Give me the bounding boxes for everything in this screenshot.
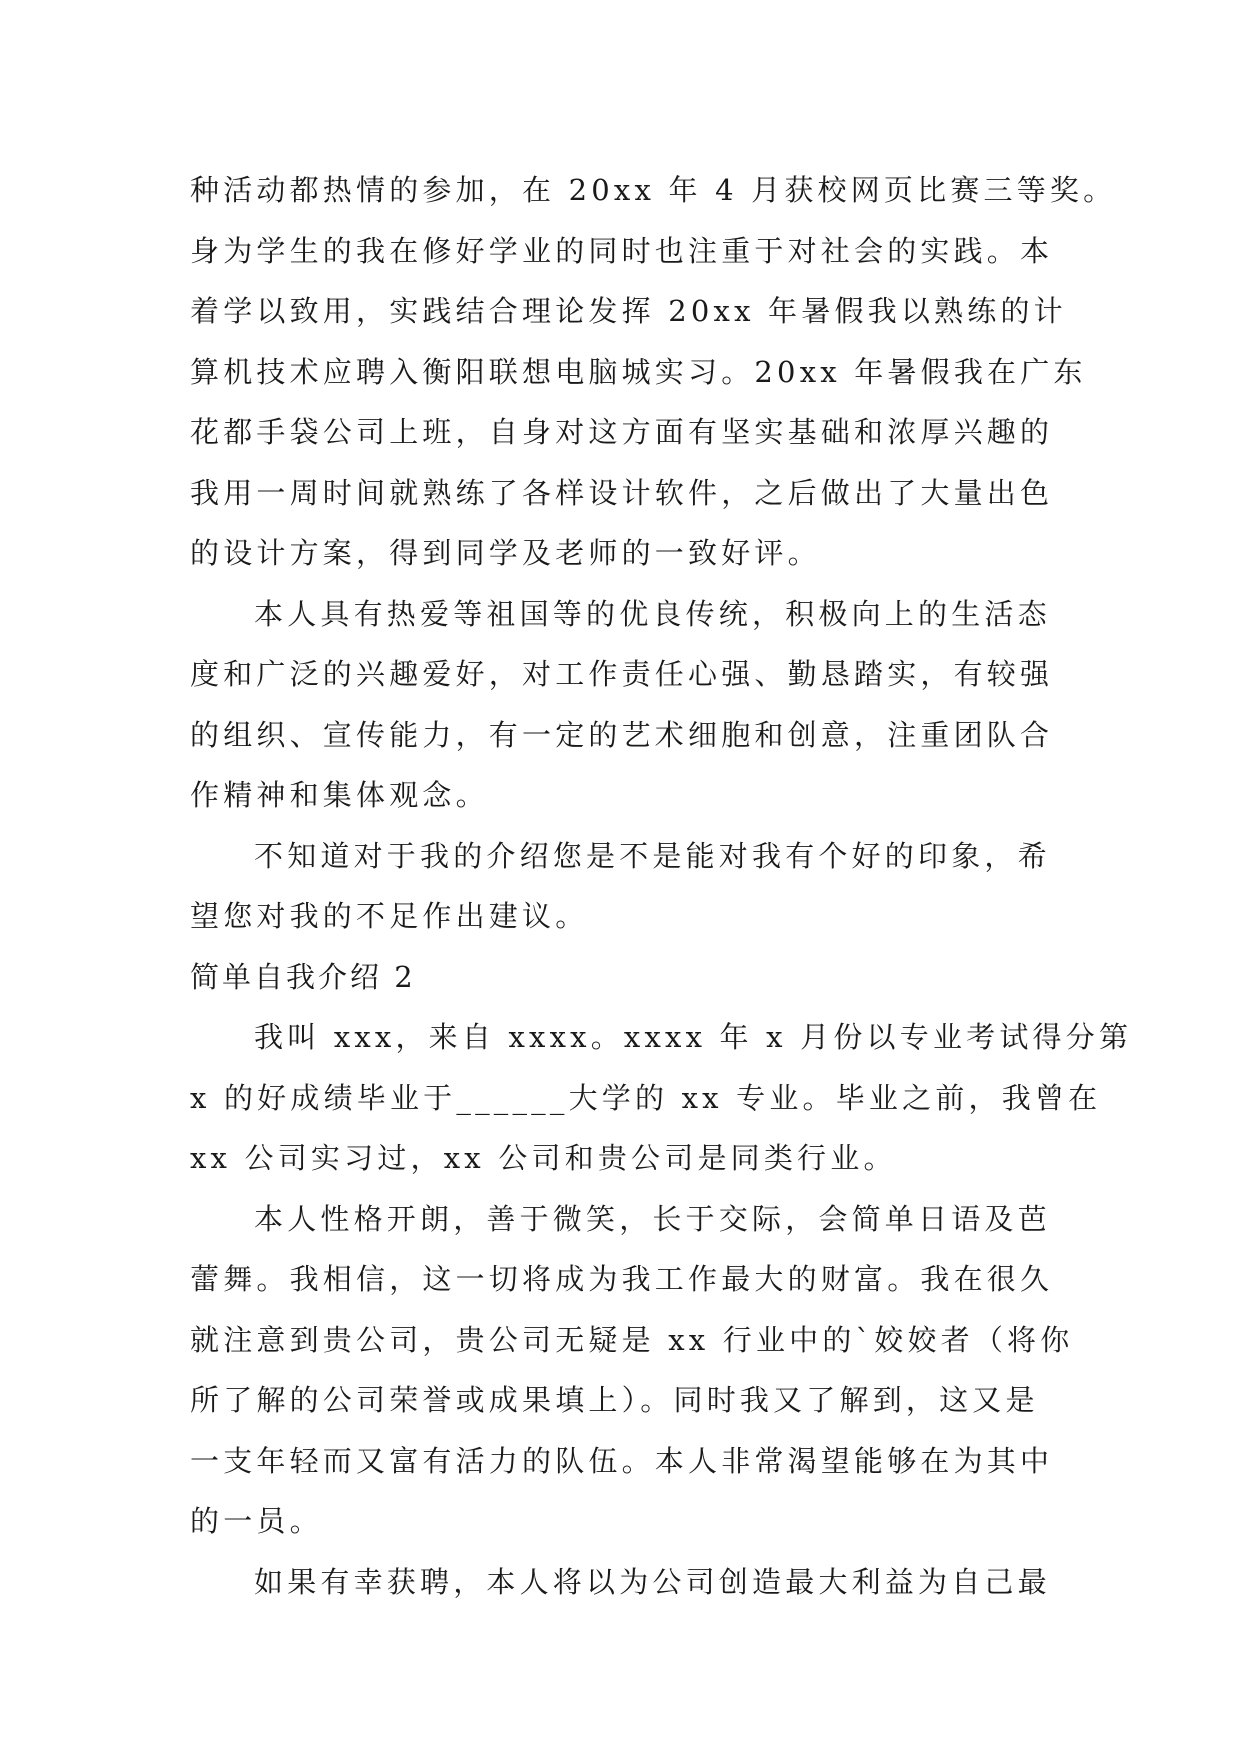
- text-line: 的组织、宣传能力，有一定的艺术细胞和创意，注重团队合: [190, 717, 1054, 752]
- text-line: 蕾舞。我相信，这一切将成为我工作最大的财富。我在很久: [190, 1262, 1054, 1296]
- text-line: 一支年轻而又富有活力的队伍。本人非常渴望能够在为其中: [190, 1443, 1054, 1478]
- text-line: 如果有幸获聘，本人将以为公司创造最大利益为自己最: [254, 1564, 1051, 1599]
- text-line: 种活动都热情的参加，在 20xx 年 4 月获校网页比赛三等奖。: [190, 173, 1117, 207]
- text-line: 本人具有热爱等祖国等的优良传统，积极向上的生活态: [254, 596, 1051, 631]
- text-line: x 的好成绩毕业于______大学的 xx 专业。毕业之前，我曾在: [190, 1080, 1102, 1115]
- text-line: 不知道对于我的介绍您是不是能对我有个好的印象，希: [254, 838, 1051, 873]
- text-line: 的设计方案，得到同学及老师的一致好评。: [190, 536, 821, 570]
- document-body: [190, 160, 1133, 1612]
- section-heading: 简单自我介绍 2: [190, 959, 416, 994]
- text-line: 花都手袋公司上班，自身对这方面有坚实基础和浓厚兴趣的: [190, 415, 1054, 449]
- text-line: 着学以致用，实践结合理论发挥 20xx 年暑假我以熟练的计: [190, 294, 1067, 328]
- text-line: 度和广泛的兴趣爱好，对工作责任心强、勤恳踏实，有较强: [190, 657, 1054, 691]
- text-line: 身为学生的我在修好学业的同时也注重于对社会的实践。本: [190, 233, 1054, 268]
- text-line: 我叫 xxx，来自 xxxx。xxxx 年 x 月份以专业考试得分第: [254, 1020, 1133, 1054]
- text-line: 作精神和集体观念。: [190, 778, 489, 812]
- text-line: 我用一周时间就熟练了各样设计软件，之后做出了大量出色: [190, 475, 1054, 510]
- text-line: 的一员。: [190, 1504, 323, 1538]
- text-line: 本人性格开朗，善于微笑，长于交际，会简单日语及芭: [254, 1201, 1051, 1236]
- text-line: 所了解的公司荣誉或成果填上）。同时我又了解到，这又是: [190, 1383, 1039, 1417]
- text-line: 望您对我的不足作出建议。: [190, 899, 589, 933]
- text-line: 算机技术应聘入衡阳联想电脑城实习。20xx 年暑假我在广东: [190, 354, 1087, 389]
- text-line: xx 公司实习过，xx 公司和贵公司是同类行业。: [190, 1141, 897, 1175]
- text-line: 就注意到贵公司，贵公司无疑是 xx 行业中的`姣姣者（将你: [190, 1322, 1074, 1357]
